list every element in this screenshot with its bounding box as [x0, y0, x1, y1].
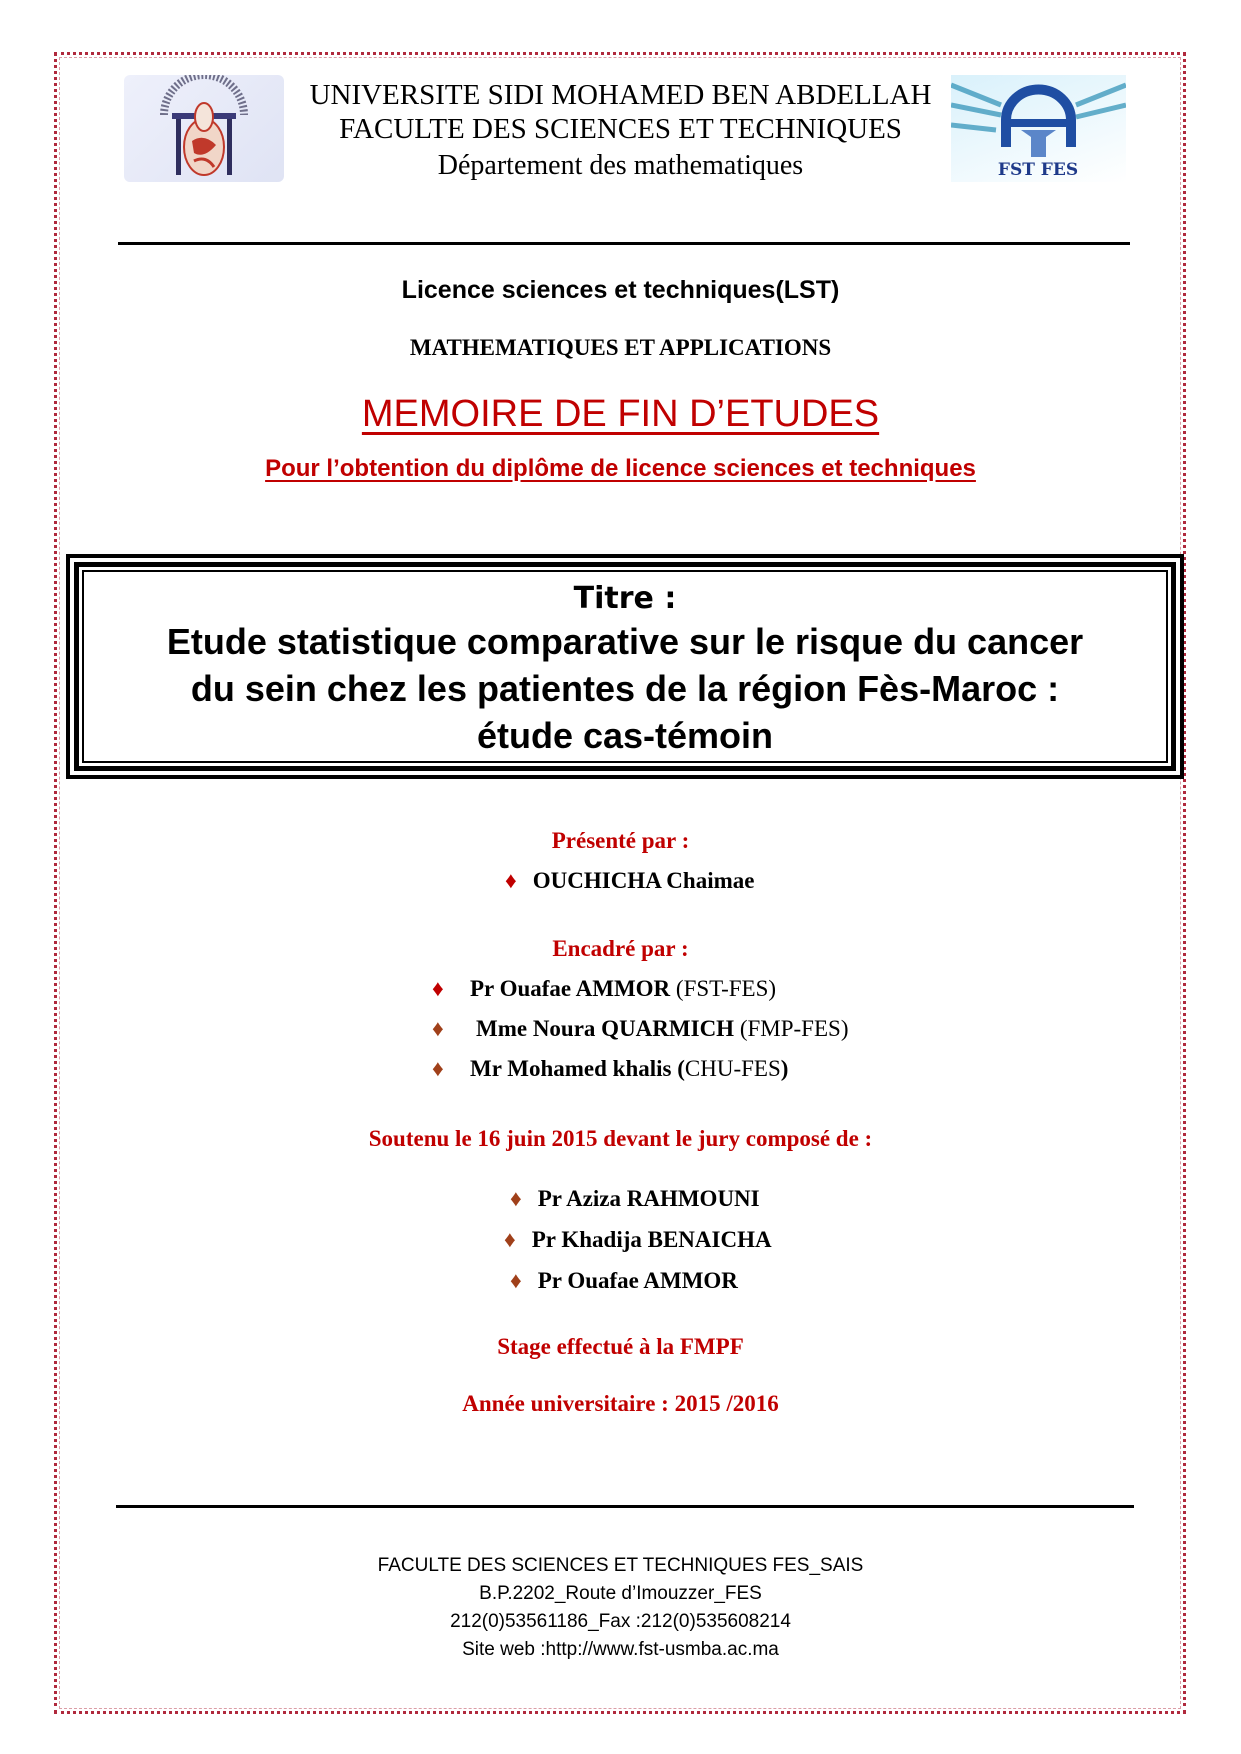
academic-year: Année universitaire : 2015 /2016 — [462, 1391, 779, 1416]
thesis-title-line-3: étude cas-témoin — [476, 715, 774, 756]
supervisor-name: Mr Mohamed khalis ( — [470, 1056, 685, 1081]
diamond-bullet-icon: ♦ — [432, 1016, 444, 1041]
jury-member — [510, 1268, 738, 1294]
diamond-bullet-icon: ♦ — [432, 976, 444, 1001]
supervisor-affiliation: (FST-FES) — [670, 976, 777, 1001]
supervised-by-label: Encadré par : — [552, 936, 689, 961]
jury-label: Soutenu le 16 juin 2015 devant le jury composé de : — [368, 1126, 873, 1151]
university-name: UNIVERSITE SIDI MOHAMED BEN ABDELLAH — [309, 79, 932, 111]
supervisor-tail: ) — [780, 1056, 789, 1081]
supervisor-item — [432, 1016, 848, 1042]
footer-address: B.P.2202_Route d’Imouzzer_FES — [479, 1583, 762, 1604]
presented-by-label: Présenté par : — [551, 828, 690, 853]
degree-label: Licence sciences et techniques(LST) — [401, 276, 840, 304]
diamond-bullet-icon: ♦ — [510, 1186, 522, 1211]
jury-member-name: Pr Ouafae AMMOR — [537, 1268, 738, 1293]
supervisor-affiliation: (FMP-FES) — [734, 1016, 849, 1041]
footer-phone-fax: 212(0)53561186_Fax :212(0)535608214 — [450, 1611, 791, 1632]
diamond-bullet-icon: ♦ — [432, 1056, 444, 1081]
diamond-bullet-icon: ♦ — [505, 868, 517, 893]
memoire-heading: MEMOIRE DE FIN D’ETUDES — [361, 393, 880, 435]
svg-text:FST FES: FST FES — [997, 160, 1079, 180]
footer-website: Site web :http://www.fst-usmba.ac.ma — [462, 1639, 779, 1660]
jury-member — [504, 1227, 772, 1253]
header-divider — [118, 242, 1130, 245]
faculty-name: FACULTE DES SCIENCES ET TECHNIQUES — [339, 113, 902, 145]
thesis-title-line-2: du sein chez les patientes de la région Fès-Maroc : — [190, 668, 1060, 709]
supervisor-name: Mme Noura QUARMICH — [476, 1016, 735, 1041]
supervisor-item — [432, 976, 776, 1002]
footer-faculty: FACULTE DES SCIENCES ET TECHNIQUES FES_SAIS — [377, 1555, 864, 1576]
title-box — [66, 554, 1184, 779]
author-name: OUCHICHA Chaimae — [532, 868, 755, 893]
supervisor-affiliation: CHU-FES — [684, 1056, 781, 1081]
jury-member-name: Pr Khadija BENAICHA — [531, 1227, 772, 1252]
supervisor-item — [432, 1056, 788, 1082]
diamond-bullet-icon: ♦ — [504, 1227, 516, 1252]
footer-divider — [116, 1505, 1134, 1508]
memoire-subheading: Pour l’obtention du diplôme de licence sciences et techniques — [265, 455, 976, 482]
thesis-title-line-1: Etude statistique comparative sur le risque du cancer — [166, 621, 1084, 662]
internship-location: Stage effectué à la FMPF — [497, 1334, 744, 1359]
department-name: Département des mathematiques — [437, 150, 804, 181]
diamond-bullet-icon: ♦ — [510, 1268, 522, 1293]
author-item — [505, 868, 754, 894]
jury-member — [510, 1186, 760, 1212]
major-label: MATHEMATIQUES ET APPLICATIONS — [409, 335, 832, 360]
jury-member-name: Pr Aziza RAHMOUNI — [537, 1186, 760, 1211]
title-label: Titre : — [573, 581, 677, 616]
supervisor-name: Pr Ouafae AMMOR — [470, 976, 671, 1001]
